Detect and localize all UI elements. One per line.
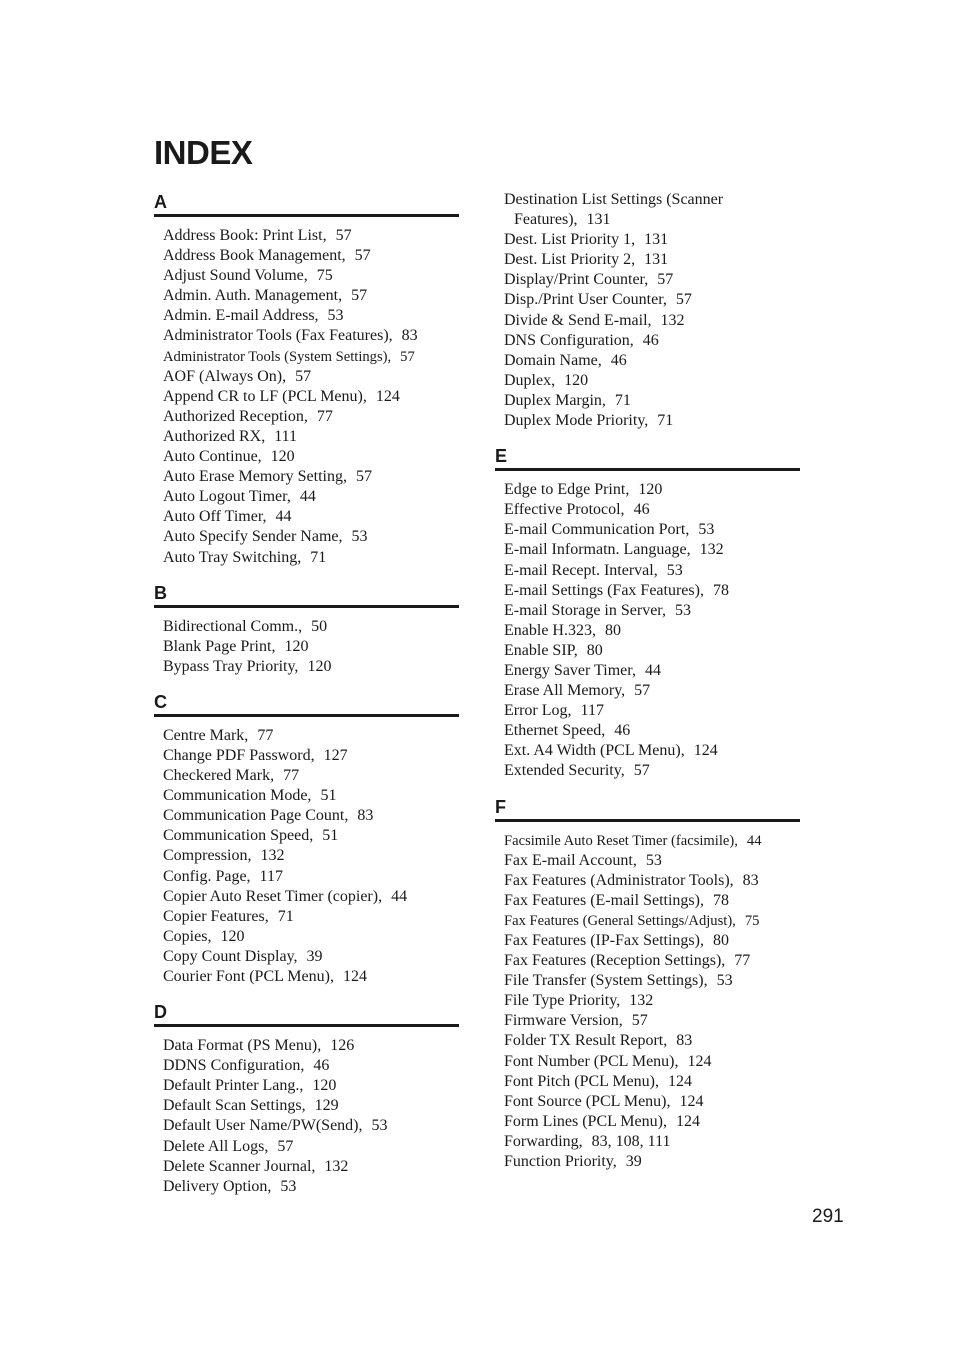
index-entry-term: Folder TX Result Report, xyxy=(504,1032,668,1050)
index-entry xyxy=(495,500,800,520)
index-entry-term: Disp./Print User Counter, xyxy=(504,291,667,309)
index-entry-term: Features), xyxy=(514,211,578,229)
index-entry-term: Blank Page Print, xyxy=(163,637,276,655)
index-entry xyxy=(154,1056,459,1076)
index-entry-term: Auto Continue, xyxy=(163,448,262,466)
index-entry xyxy=(154,286,459,306)
index-entry-page-ref: 120 xyxy=(220,927,245,945)
index-entry xyxy=(495,951,800,971)
index-entry-page-ref: 120 xyxy=(564,371,589,389)
index-entry-page-ref: 132 xyxy=(324,1157,349,1175)
index-entry-page-ref: 80 xyxy=(586,641,603,659)
index-entry xyxy=(495,371,800,391)
index-entry-term: Communication Page Count, xyxy=(163,807,349,825)
index-entry-page-ref: 120 xyxy=(307,657,332,675)
index-entry xyxy=(495,1132,800,1152)
index-entry xyxy=(495,891,800,911)
section-letter-heading: E xyxy=(495,444,800,471)
index-entry-term: Facsimile Auto Reset Timer (facsimile), xyxy=(504,832,738,849)
index-entry-page-ref: 46 xyxy=(610,351,627,369)
index-entry-page-ref: 71 xyxy=(657,412,674,430)
index-entry xyxy=(154,907,459,927)
index-entry-page-ref: 111 xyxy=(274,427,298,445)
index-entry-term: Default User Name/PW(Send), xyxy=(163,1117,363,1135)
index-entry-term: Display/Print Counter, xyxy=(504,271,649,289)
index-entry xyxy=(495,1092,800,1112)
index-entry-page-ref: 53 xyxy=(674,601,691,619)
index-entry-page-ref: 39 xyxy=(625,1153,642,1171)
index-entry xyxy=(495,681,800,701)
index-entry-term: Delete Scanner Journal, xyxy=(163,1157,316,1175)
index-entry-page-ref: 71 xyxy=(310,548,327,566)
index-entry xyxy=(154,246,459,266)
index-entry xyxy=(495,991,800,1011)
index-entry-term: Font Number (PCL Menu), xyxy=(504,1052,679,1070)
index-entry-page-ref: 57 xyxy=(675,291,692,309)
index-entry-term: Authorized Reception, xyxy=(163,407,308,425)
index-entry-page-ref: 78 xyxy=(712,581,729,599)
index-entry-term: Energy Saver Timer, xyxy=(504,661,636,679)
index-entry-term: Duplex, xyxy=(504,371,556,389)
index-entry xyxy=(495,641,800,661)
index-entry xyxy=(154,657,459,677)
index-entry xyxy=(154,387,459,407)
index-entry-page-ref: 124 xyxy=(687,1052,712,1070)
index-entry xyxy=(495,831,800,851)
index-entry xyxy=(495,1072,800,1092)
index-entry-page-ref: 75 xyxy=(316,267,333,285)
index-entry-page-ref: 53 xyxy=(666,561,683,579)
index-entry xyxy=(154,967,459,987)
index-entry-page-ref: 75 xyxy=(744,912,760,929)
index-entry xyxy=(154,1076,459,1096)
index-entry-term: Default Scan Settings, xyxy=(163,1097,306,1115)
index-entry xyxy=(495,701,800,721)
index-entry-page-ref: 120 xyxy=(312,1077,337,1095)
index-entry xyxy=(154,1137,459,1157)
index-entry-term: Communication Speed, xyxy=(163,827,314,845)
index-entry xyxy=(495,391,800,411)
index-entry xyxy=(154,1116,459,1136)
index-entry-term: Fax Features (E-mail Settings), xyxy=(504,891,704,909)
index-entry-term: Bidirectional Comm., xyxy=(163,617,303,635)
index-entry-term: Error Log, xyxy=(504,702,572,720)
index-entry-page-ref: 120 xyxy=(284,637,309,655)
index-entry-page-ref: 132 xyxy=(629,992,654,1010)
index-entry-page-ref: 44 xyxy=(275,508,292,526)
index-entry-term: Admin. E-mail Address, xyxy=(163,307,319,325)
section-letter-heading: C xyxy=(154,690,459,717)
index-entry xyxy=(154,887,459,907)
index-entry-term: E-mail Settings (Fax Features), xyxy=(504,581,704,599)
index-entry-term: Communication Mode, xyxy=(163,787,312,805)
index-entry-page-ref: 124 xyxy=(679,1092,704,1110)
index-entry-page-ref: 117 xyxy=(259,867,283,885)
index-entry-term: E-mail Informatn. Language, xyxy=(504,541,691,559)
index-entry-page-ref: 57 xyxy=(631,1012,648,1030)
index-entry-term: Copy Count Display, xyxy=(163,947,298,965)
index-entry-term: Ext. A4 Width (PCL Menu), xyxy=(504,742,685,760)
index-entry-term: Copier Auto Reset Timer (copier), xyxy=(163,887,383,905)
index-entry-term: Duplex Mode Priority, xyxy=(504,412,649,430)
index-entry xyxy=(495,911,800,931)
index-entry-page-ref: 53 xyxy=(280,1177,297,1195)
index-entry-term: File Transfer (System Settings), xyxy=(504,972,708,990)
index-entry-page-ref: 53 xyxy=(698,521,715,539)
index-entry-term: Copies, xyxy=(163,927,212,945)
index-entry-page-ref: 131 xyxy=(644,251,669,269)
index-entry xyxy=(154,407,459,427)
section-letter-heading: F xyxy=(495,795,800,822)
index-entry-page-ref: 46 xyxy=(633,501,650,519)
index-entry xyxy=(154,306,459,326)
index-entry-term: Address Book: Print List, xyxy=(163,227,327,244)
index-entry-page-ref: 71 xyxy=(277,907,294,925)
index-entry-page-ref: 78 xyxy=(712,891,729,909)
index-entry xyxy=(154,1177,459,1197)
index-entry-term: Fax Features (Administrator Tools), xyxy=(504,871,734,889)
index-entry-term: AOF (Always On), xyxy=(163,367,287,385)
index-entry xyxy=(495,210,800,230)
index-entry-term: Divide & Send E-mail, xyxy=(504,311,652,329)
index-entry-term: Font Source (PCL Menu), xyxy=(504,1092,671,1110)
index-entry-term: Administrator Tools (Fax Features), xyxy=(163,327,393,345)
index-entry-page-ref: 83 xyxy=(401,327,418,345)
index-entry-term: Fax Features (Reception Settings), xyxy=(504,952,726,970)
index-entry-term: Default Printer Lang., xyxy=(163,1077,304,1095)
index-entry-term: E-mail Recept. Interval, xyxy=(504,561,658,579)
index-entry xyxy=(154,927,459,947)
index-entry xyxy=(495,871,800,891)
index-entry-page-ref: 127 xyxy=(323,746,348,764)
index-entry-term: Auto Erase Memory Setting, xyxy=(163,468,347,486)
index-entry-page-ref: 80 xyxy=(712,932,729,949)
index-entry-term: Change PDF Password, xyxy=(163,746,315,764)
index-entry-page-ref: 83, 108, 111 xyxy=(591,1132,671,1150)
index-entry-term: Forwarding, xyxy=(504,1132,583,1150)
index-entry xyxy=(154,746,459,766)
index-entry-term: DDNS Configuration, xyxy=(163,1057,305,1075)
index-entry-page-ref: 83 xyxy=(676,1032,693,1050)
section-letter-heading: A xyxy=(154,190,459,217)
index-entry-term: Administrator Tools (System Settings), xyxy=(163,348,392,365)
index-entry xyxy=(495,270,800,290)
index-entry xyxy=(154,867,459,887)
index-section-b xyxy=(154,581,459,677)
index-entry-term: Ethernet Speed, xyxy=(504,722,606,740)
index-entry-page-ref: 124 xyxy=(675,1112,700,1130)
index-entry xyxy=(495,1052,800,1072)
index-entry-page-ref: 53 xyxy=(351,528,368,546)
index-entry-page-ref: 129 xyxy=(314,1097,339,1115)
index-entry-term: Fax E-mail Account, xyxy=(504,851,637,869)
index-entry-page-ref: 51 xyxy=(322,827,339,845)
index-entry-term: Append CR to LF (PCL Menu), xyxy=(163,387,367,405)
index-entry-page-ref: 83 xyxy=(742,871,759,889)
page-number: 291 xyxy=(812,1206,844,1227)
index-section-e xyxy=(495,444,800,781)
index-entry-term: Delete All Logs, xyxy=(163,1137,269,1155)
index-entry xyxy=(495,411,800,431)
index-entry xyxy=(154,1036,459,1056)
index-entry-page-ref: 131 xyxy=(586,211,611,229)
index-entry-page-ref: 57 xyxy=(633,762,650,780)
index-entry xyxy=(154,266,459,286)
index-entry-page-ref: 53 xyxy=(371,1117,388,1135)
index-entry xyxy=(154,447,459,467)
index-entry-term: Auto Specify Sender Name, xyxy=(163,528,343,546)
section-letter-heading: B xyxy=(154,581,459,608)
index-entry-term: File Type Priority, xyxy=(504,992,621,1010)
index-entry xyxy=(154,507,459,527)
index-entry-term: Delivery Option, xyxy=(163,1177,272,1195)
index-entry xyxy=(154,726,459,746)
index-entry-page-ref: 50 xyxy=(311,617,328,635)
index-entry-page-ref: 131 xyxy=(644,231,669,249)
section-spacer xyxy=(495,782,800,795)
index-entry-term: DNS Configuration, xyxy=(504,331,634,349)
index-entry xyxy=(495,250,800,270)
index-entry-page-ref: 132 xyxy=(260,847,285,865)
index-entry-term: Centre Mark, xyxy=(163,726,249,744)
index-entry xyxy=(154,786,459,806)
index-entry-term: Domain Name, xyxy=(504,351,602,369)
index-entry-page-ref: 57 xyxy=(657,271,674,289)
index-entry xyxy=(495,931,800,951)
index-entry-page-ref: 57 xyxy=(634,682,651,700)
index-entry xyxy=(154,226,459,246)
index-entry-term: Enable SIP, xyxy=(504,641,578,659)
index-entry-page-ref: 39 xyxy=(306,947,323,965)
index-entry xyxy=(154,1157,459,1177)
index-entry xyxy=(154,806,459,826)
index-entry-term: Enable H.323, xyxy=(504,621,596,639)
index-entry-page-ref: 126 xyxy=(330,1037,355,1055)
index-entry-page-ref: 57 xyxy=(335,227,352,244)
index-entry-page-ref: 77 xyxy=(283,767,300,785)
index-entry-term: Edge to Edge Print, xyxy=(504,481,630,499)
index-entry xyxy=(495,581,800,601)
index-column-right xyxy=(495,190,800,1172)
index-entry-term: Compression, xyxy=(163,847,252,865)
index-entry xyxy=(495,190,800,210)
index-entry-term: Config. Page, xyxy=(163,867,251,885)
index-entry xyxy=(154,527,459,547)
index-entry-page-ref: 57 xyxy=(351,287,368,305)
index-entry-term: Function Priority, xyxy=(504,1153,617,1171)
index-entry xyxy=(495,971,800,991)
index-entry xyxy=(495,230,800,250)
section-spacer xyxy=(154,987,459,1000)
index-entry-page-ref: 124 xyxy=(667,1072,692,1090)
index-section-f xyxy=(495,795,800,1173)
index-column-left xyxy=(154,190,459,1197)
index-entry-term: Font Pitch (PCL Menu), xyxy=(504,1072,659,1090)
index-entry-term: Dest. List Priority 2, xyxy=(504,251,636,269)
section-spacer xyxy=(495,431,800,444)
index-section-continued xyxy=(495,190,800,431)
index-entry-page-ref: 132 xyxy=(660,311,685,329)
index-entry xyxy=(154,826,459,846)
index-entry-term: Auto Tray Switching, xyxy=(163,548,302,566)
index-entry-page-ref: 117 xyxy=(580,702,604,720)
index-entry-term: Courier Font (PCL Menu), xyxy=(163,968,334,985)
index-entry-page-ref: 46 xyxy=(642,331,659,349)
index-entry xyxy=(495,1112,800,1132)
index-section-d xyxy=(154,1000,459,1197)
index-entry xyxy=(495,1011,800,1031)
index-entry xyxy=(154,367,459,387)
index-entry xyxy=(495,851,800,871)
index-entry-term: Duplex Margin, xyxy=(504,391,606,409)
page-title: INDEX xyxy=(154,134,253,171)
index-entry-term: Adjust Sound Volume, xyxy=(163,267,308,285)
index-entry xyxy=(495,311,800,331)
index-entry-term: Checkered Mark, xyxy=(163,767,275,785)
index-entry xyxy=(495,480,800,500)
index-entry-page-ref: 124 xyxy=(693,742,718,760)
index-entry xyxy=(154,1096,459,1116)
index-entry xyxy=(495,661,800,681)
index-entry-page-ref: 57 xyxy=(355,468,372,486)
index-entry xyxy=(495,761,800,781)
index-entry-page-ref: 80 xyxy=(604,621,621,639)
index-entry xyxy=(495,721,800,741)
index-entry xyxy=(495,1152,800,1172)
index-entry-term: Address Book Management, xyxy=(163,247,346,265)
index-entry-page-ref: 57 xyxy=(400,348,415,365)
index-entry-term: Auto Off Timer, xyxy=(163,508,267,526)
index-entry-term: Data Format (PS Menu), xyxy=(163,1037,322,1055)
index-entry-term: Authorized RX, xyxy=(163,427,266,445)
index-entry xyxy=(154,347,459,367)
index-entry-page-ref: 44 xyxy=(391,887,408,905)
index-section-a xyxy=(154,190,459,568)
index-entry-page-ref: 57 xyxy=(354,247,371,265)
index-entry xyxy=(154,487,459,507)
index-entry-term: Fax Features (IP-Fax Settings), xyxy=(504,932,704,949)
index-entry-page-ref: 44 xyxy=(299,488,316,506)
index-entry-term: Fax Features (General Settings/Adjust), xyxy=(504,912,736,929)
index-entry-page-ref: 57 xyxy=(295,367,312,385)
index-entry-term: Admin. Auth. Management, xyxy=(163,287,343,305)
index-entry xyxy=(495,540,800,560)
index-entry-page-ref: 53 xyxy=(645,851,662,869)
index-entry xyxy=(495,520,800,540)
index-entry xyxy=(495,561,800,581)
index-entry xyxy=(495,351,800,371)
index-entry xyxy=(495,290,800,310)
index-entry xyxy=(495,741,800,761)
index-entry-term: Bypass Tray Priority, xyxy=(163,657,299,675)
index-entry xyxy=(154,548,459,568)
index-entry-term: E-mail Storage in Server, xyxy=(504,601,666,619)
index-entry xyxy=(495,621,800,641)
index-entry-page-ref: 53 xyxy=(327,307,344,325)
index-entry-page-ref: 46 xyxy=(313,1057,330,1075)
index-entry-term: Firmware Version, xyxy=(504,1012,623,1030)
index-section-c xyxy=(154,690,459,987)
index-entry-page-ref: 83 xyxy=(357,807,374,825)
index-entry xyxy=(154,617,459,637)
index-entry xyxy=(154,846,459,866)
index-entry-page-ref: 51 xyxy=(320,787,337,805)
index-entry-page-ref: 132 xyxy=(699,541,724,559)
index-entry-page-ref: 46 xyxy=(614,722,631,740)
index-entry-term: Form Lines (PCL Menu), xyxy=(504,1112,667,1130)
index-entry-page-ref: 57 xyxy=(277,1137,294,1155)
index-entry-term: E-mail Communication Port, xyxy=(504,521,690,539)
index-entry-term: Destination List Settings (Scanner xyxy=(504,191,724,208)
index-entry-term: Extended Security, xyxy=(504,762,625,780)
index-entry-term: Copier Features, xyxy=(163,907,269,925)
index-entry-term: Dest. List Priority 1, xyxy=(504,231,636,249)
index-entry-page-ref: 77 xyxy=(734,952,751,970)
index-entry-page-ref: 120 xyxy=(270,448,295,466)
index-entry-term: Erase All Memory, xyxy=(504,682,626,700)
index-entry-page-ref: 44 xyxy=(746,832,762,849)
index-entry xyxy=(495,601,800,621)
index-entry-page-ref: 77 xyxy=(257,726,274,744)
index-entry xyxy=(154,467,459,487)
section-letter-heading: D xyxy=(154,1000,459,1027)
index-entry xyxy=(154,326,459,346)
index-entry-page-ref: 71 xyxy=(614,391,631,409)
index-entry-page-ref: 120 xyxy=(638,481,663,499)
index-entry xyxy=(495,331,800,351)
index-entry xyxy=(154,947,459,967)
index-entry-page-ref: 124 xyxy=(375,387,400,405)
index-entry xyxy=(495,1031,800,1051)
index-entry-page-ref: 53 xyxy=(716,972,733,990)
index-entry xyxy=(154,637,459,657)
index-entry-page-ref: 77 xyxy=(316,407,333,425)
index-entry xyxy=(154,766,459,786)
index-entry-term: Effective Protocol, xyxy=(504,501,625,519)
index-entry xyxy=(154,427,459,447)
section-spacer xyxy=(154,677,459,690)
index-entry-page-ref: 124 xyxy=(342,968,367,985)
index-entry-term: Auto Logout Timer, xyxy=(163,488,291,506)
section-spacer xyxy=(154,568,459,581)
index-entry-page-ref: 44 xyxy=(644,661,661,679)
